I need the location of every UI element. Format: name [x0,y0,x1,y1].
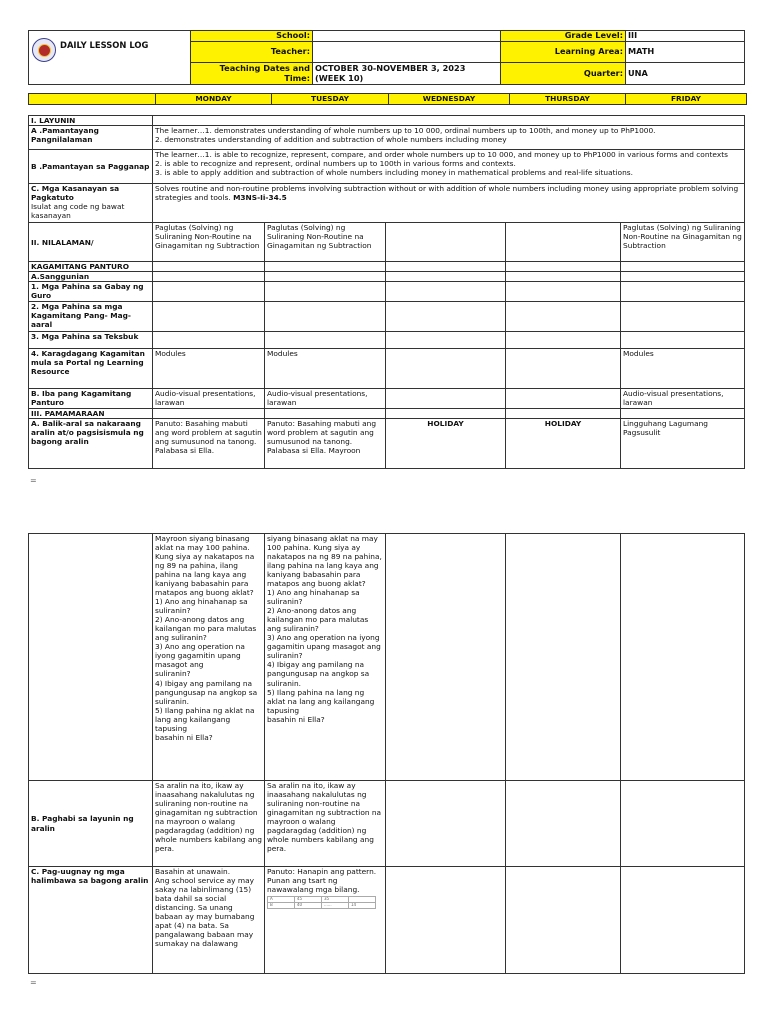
iba-pang-tue: Audio-visual presentations, larawan [265,389,386,409]
day-monday: MONDAY [156,94,272,105]
kasanayan-text-cell [153,184,745,223]
balik-aral-tue-cont: siyang binasang aklat na may 100 pahina. Kung siya ay nakatapos na ng 89 na pahina, ilang pahina na lang kaya ang kaniyang babasahin para matapos ang buong aklat? 1) Ano ang hinahanap sa suliranin? 2) Ano-anong datos ang kailangan mo para malutas ang suliranin? 3) Ano ang operation na iyong gagamitin upang masagot ang suliranin? 4) Ibigay ang pamilang na pangungusap na angkop sa suliranin. 5) Ilang pahina na lang ng aklat na lang ang kailangang tapusing basahin ni Ella? [265,534,386,781]
pag-uugnay-label: C. Pag-uugnay ng mga halimbawa sa bagong aralin [29,867,153,974]
chart-cell: B [268,903,295,909]
chart-cell: A [268,897,295,903]
kasanayan-cell [29,184,153,223]
school-label: School: [191,31,313,42]
balik-aral-mon: Panuto: Basahing mabuti ang word problem at sagutin ang sumusunod na tanong. Palabasa si Ella. [153,419,265,469]
pagganap-label: B .Pamantayan sa Pagganap [29,150,153,184]
day-tuesday: TUESDAY [272,94,389,105]
portal-tue: Modules [265,349,386,389]
kasanayan-sub: Isulat ang code ng bawat kasanayan [31,202,125,221]
quarter-value: UNA [626,63,745,85]
gabay-guro-label: 1. Mga Pahina sa Gabay ng Guro [29,282,153,302]
continued-label [29,534,153,781]
chart-cell: ...... [322,903,349,909]
portal-mon: Modules [153,349,265,389]
dates-value: OCTOBER 30-NOVEMBER 3, 2023 (WEEK 10) [313,63,501,85]
balik-aral-label: A. Balik-aral sa nakaraang aralin at/o pagsisismula ng bagong aralin [29,419,153,469]
pamamaraan-heading: III. PAMAMARAAN [29,409,153,419]
dates-label: Teaching Dates and Time: [191,63,313,85]
paghabi-mon: Sa aralin na ito, ikaw ay inaasahang nakalulutas ng suliraning non-routine na ginagamitan ng subtraction na mayroon o walang pagdaragdag (addition) ng whole numbers kabilang ang pera. [153,781,265,867]
teacher-value [313,42,501,63]
chart-cell: 35 [322,897,349,903]
balik-aral-mon-cont: Mayroon siyang binasang aklat na may 100 pahina. Kung siya ay nakatapos na ng 89 na pahina, ilang pahina na lang kaya ang kaniyang babasahin para matapos ang buong aklat? 1) Ano ang hinahanap sa suliranin? 2) Ano-anong datos ang kailangan mo para malutas ang suliranin? 3) Ano ang operation na iyong gagamitin upang masagot ang suliranin? 4) Ibigay ang pamilang na pangungusap na angkop sa suliranin. 5) Ilang pahina ng aklat na lang ang kailangang tapusing basahin ni Ella? [153,534,265,781]
chart-cell: 45 [295,897,322,903]
sanggunian-heading: A.Sanggunian [29,272,153,282]
nilalaman-thu [506,223,621,262]
grade-value: III [626,31,745,42]
nilalaman-tue: Paglutas (Solving) ng Suliraning Non-Routine na Ginagamitan ng Subtraction [265,223,386,262]
area-value: MATH [626,42,745,63]
layunin-heading: I. LAYUNIN [29,116,153,126]
balik-aral-tue: Panuto: Basahing mabuti ang word problem at sagutin ang sumusunod na tanong. Palabasa si Ella. Mayroon [265,419,386,469]
area-label: Learning Area: [501,42,626,63]
day-wednesday: WEDNESDAY [389,94,510,105]
iba-pang-fri: Audio-visual presentations, larawan [621,389,745,409]
layunin-blank [153,116,745,126]
kagamitan-heading: KAGAMITANG PANTURO [29,262,153,272]
paghabi-label: B. Paghabi sa layunin ng aralin [29,781,153,867]
iba-pang-label: B. Iba pang Kagamitang Panturo [29,389,153,409]
teacher-label: Teacher: [191,42,313,63]
portal-label: 4. Karagdagang Kagamitan mula sa Portal ng Learning Resource [29,349,153,389]
chart-cell: 14 [349,903,376,909]
lesson-table-page1 [28,115,745,469]
page-break-mark-2: = [30,978,37,987]
grade-label: Grade Level: [501,31,626,42]
holiday-wed: HOLIDAY [386,419,506,469]
kasanayan-text: Solves routine and non-routine problems involving subtraction without or with addition of whole numbers including money using appropriate problem solving strategies and tools. [155,184,739,203]
paghabi-tue: Sa aralin na ito, ikaw ay inaasahang nakalulutas ng suliraning non-routine na ginagamitan ng subtraction na mayroon o walang pagdaragdag (addition) ng whole numbers kabilang ang pera. [265,781,386,867]
pamantayang-text: The learner…1. demonstrates understanding of whole numbers up to 10 000, ordinal numbers up to 100th, and money up to PhP1000. 2. demonstrates understanding of addition and subtraction of whole numbers including money [153,126,745,150]
iba-pang-mon: Audio-visual presentations, larawan [153,389,265,409]
pag-uugnay-mon: Basahin at unawain. Ang school service ay may sakay na labinlimang (15) bata dahil sa social distancing. Sa unang babaan ay may bumabang apat (4) na bata. Sa pangalawang babaan may sumakay na dalawang [153,867,265,974]
balik-aral-fri: Lingguhang Lagumang Pagsusulit [621,419,745,469]
pamantayang-label: A .Pamantayang Pangnilalaman [29,126,153,150]
kasanayan-code: M3NS-Ii-34.5 [233,193,287,203]
portal-fri: Modules [621,349,745,389]
day-header-table [28,93,747,105]
pagganap-text: The learner…1. is able to recognize, represent, compare, and order whole numbers up to 10 000, and money up to PhP1000 in various forms and contexts 2. is able to recognize and represent, ordinal numbers up to 100th in various forms and contexts. 3. is able to apply addition and subtraction of whole numbers including money in mathematical problems and real-life situations. [153,150,745,184]
pag-uugnay-tue: Panuto: Hanapin ang pattern. Punan ang tsart ng nawawalang mga bilang. [267,867,377,895]
teksbuk-label: 3. Mga Pahina sa Teksbuk [29,332,153,349]
kasanayan-label: C. Mga Kasanayan sa Pagkatuto [31,184,120,203]
kagamitang-mag-aaral-label: 2. Mga Pahina sa mga Kagamitang Pang- Mag-aaral [29,302,153,332]
pattern-chart [267,896,376,909]
quarter-label: Quarter: [501,63,626,85]
day-friday: FRIDAY [626,94,747,105]
nilalaman-label: II. NILALAMAN/ [29,223,153,262]
day-thursday: THURSDAY [510,94,626,105]
holiday-thu: HOLIDAY [506,419,621,469]
pag-uugnay-tue-cell [265,867,386,974]
nilalaman-fri: Paglutas (Solving) ng Suliraning Non-Routine na Ginagamitan ng Subtraction [621,223,745,262]
page-title: DAILY LESSON LOG [60,40,149,50]
nilalaman-wed [386,223,506,262]
day-header-blank [29,94,156,105]
header-table [28,30,745,85]
logo-cell [29,31,191,85]
lesson-table-page2 [28,533,745,974]
school-value [313,31,501,42]
nilalaman-mon: Paglutas (Solving) ng Suliraning Non-Routine na Ginagamitan ng Subtraction [153,223,265,262]
page-break-mark: = [30,476,37,485]
chart-cell: 40 [295,903,322,909]
